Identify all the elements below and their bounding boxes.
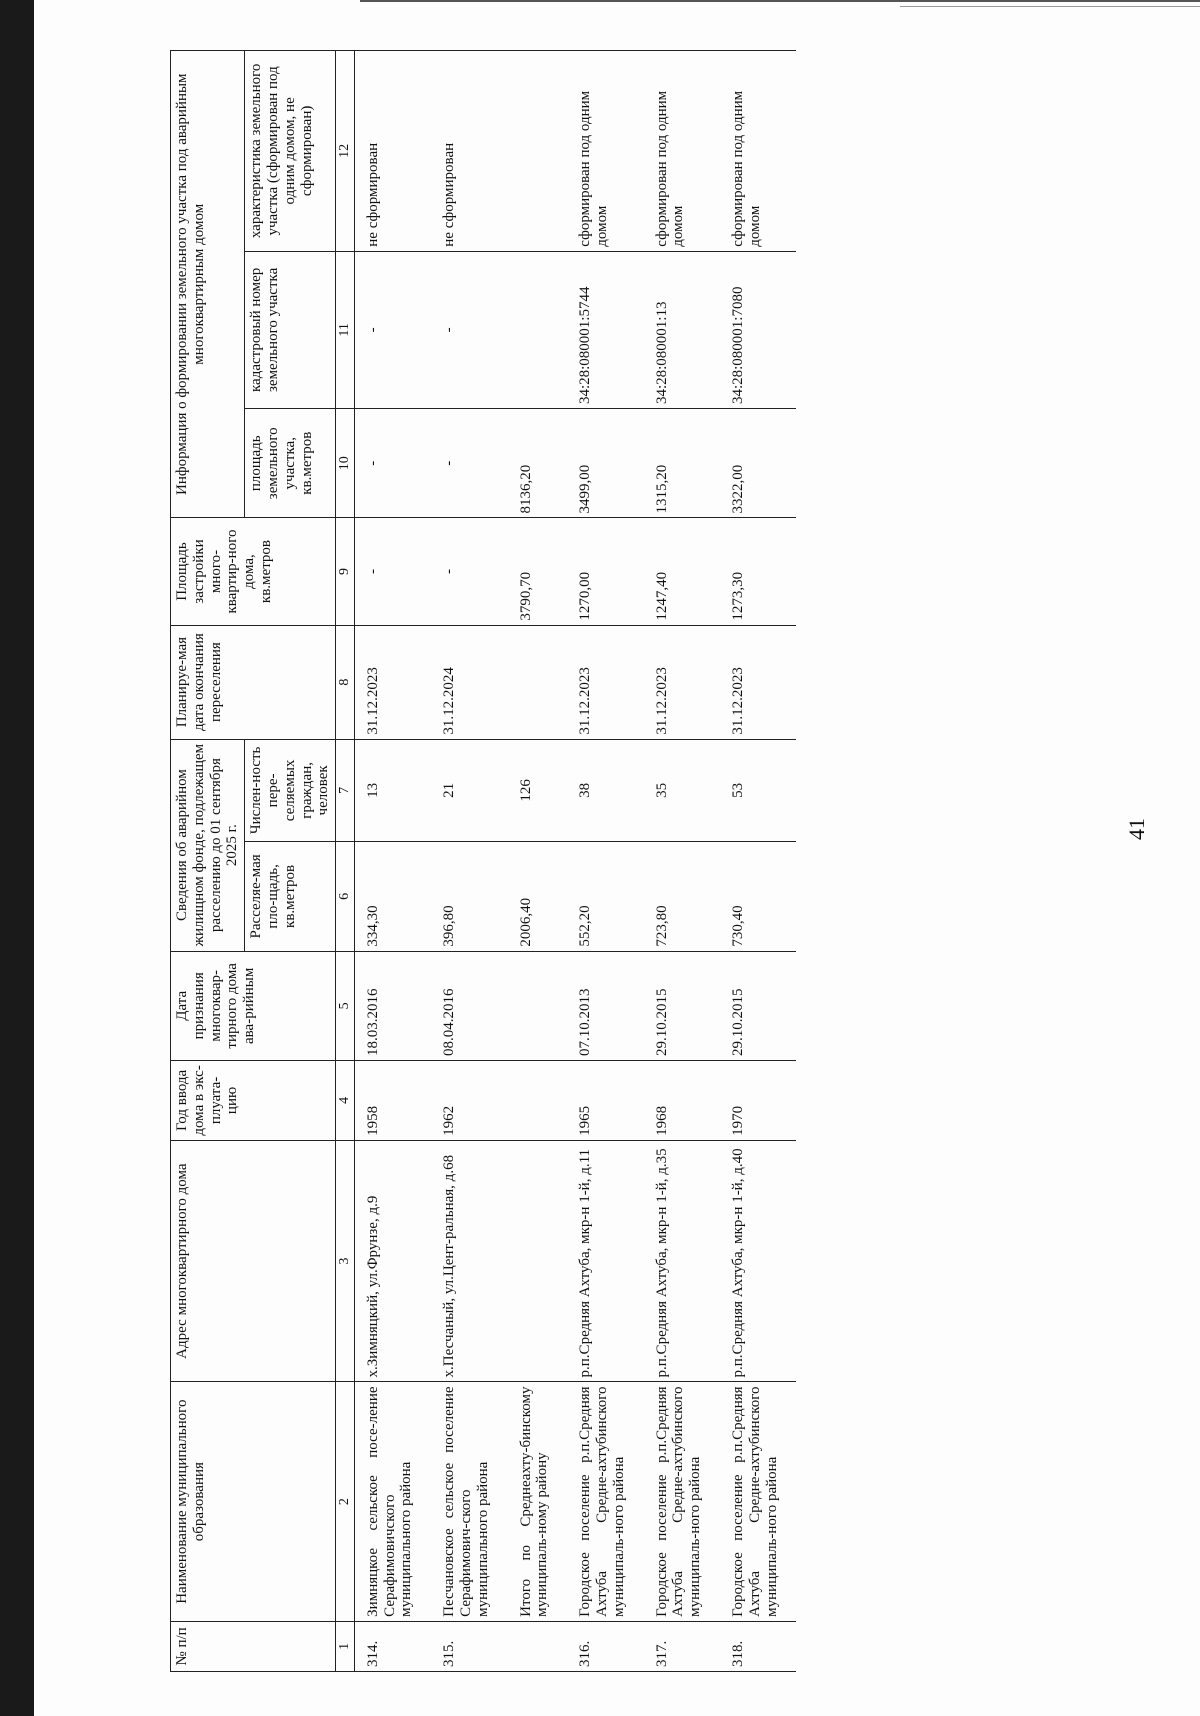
header-year: Год ввода дома в экс-плуата-цию [171, 1061, 336, 1141]
row-relocation-area: 723,80 [644, 842, 720, 951]
row-planned-date [508, 625, 568, 739]
row-land-status: сформирован под одним домом [720, 51, 796, 252]
row-people-count: 38 [567, 739, 643, 842]
row-year: 1965 [567, 1061, 643, 1141]
page-number: 41 [1124, 818, 1149, 840]
row-recognition-date: 08.04.2016 [431, 951, 507, 1060]
row-land-status [508, 51, 568, 252]
row-built-area: 1247,40 [644, 518, 720, 625]
row-built-area: - [354, 518, 431, 625]
col-number: 8 [336, 625, 355, 739]
header-group-emergency-fund: Сведения об аварийном жилищном фонде, подлежащем расселению до 01 сентября 2025 г. [171, 739, 245, 951]
row-relocation-area: 2006,40 [508, 842, 568, 951]
row-cadastral [508, 251, 568, 408]
header-built-area: Площадь застройки много-квартир-ного дома, кв.метров [171, 518, 336, 625]
row-cadastral: - [431, 251, 507, 408]
row-land-area: 8136,20 [508, 409, 568, 518]
row-address: р.п.Средняя Ахтуба, мкр-н 1-й, д.35 [644, 1140, 720, 1382]
row-address: х.Песчаный, ул.Цент-ральная, д.68 [431, 1140, 507, 1382]
header-relocation-area: Расселяе-мая пло-щадь, кв.метров [245, 842, 336, 951]
header-row-1 [171, 51, 245, 1672]
table-row [354, 51, 431, 1672]
row-cadastral: 34:28:080001:7080 [720, 251, 796, 408]
col-number: 4 [336, 1061, 355, 1141]
row-recognition-date: 18.03.2016 [354, 951, 431, 1060]
row-built-area: 1270,00 [567, 518, 643, 625]
col-number: 2 [336, 1382, 355, 1621]
header-land-area: площадь земельного участка, кв.метров [245, 409, 336, 518]
row-municipality: Городское поселение р.п.Средняя Ахтуба Средне-ахтубинского муниципаль-ного района [720, 1382, 796, 1621]
row-land-status: сформирован под одним домом [644, 51, 720, 252]
row-planned-date: 31.12.2023 [720, 625, 796, 739]
header-cadastral: кадастровый номер земельного участка [245, 251, 336, 408]
row-recognition-date: 07.10.2013 [567, 951, 643, 1060]
col-number: 9 [336, 518, 355, 625]
row-land-area: 1315,20 [644, 409, 720, 518]
header-people-count: Числен-ность пере-селяемых граждан, человек [245, 739, 336, 842]
scan-edge-shadow [0, 0, 34, 1716]
row-land-status: не сформирован [431, 51, 507, 252]
row-planned-date: 31.12.2023 [354, 625, 431, 739]
row-municipality: Итого по Среднеахту-бинскому муниципаль-ному району [508, 1382, 568, 1621]
row-num: 314. [354, 1621, 431, 1671]
table-row [431, 51, 507, 1672]
header-municipality: Наименование муниципального образования [171, 1382, 336, 1621]
row-relocation-area: 334,30 [354, 842, 431, 951]
row-municipality: Песчановское сельское поселение Серафимович-ского муниципального района [431, 1382, 507, 1621]
col-number: 11 [336, 251, 355, 408]
col-number: 10 [336, 409, 355, 518]
row-built-area: - [431, 518, 507, 625]
row-address: р.п.Средняя Ахтуба, мкр-н 1-й, д.11 [567, 1140, 643, 1382]
emergency-housing-table [170, 50, 796, 1672]
scan-top-line-secondary [900, 6, 1200, 7]
row-year: 1970 [720, 1061, 796, 1141]
table-row [644, 51, 720, 1672]
row-municipality: Зимняцкое сельское посе-ление Серафимовичского муниципального района [354, 1382, 431, 1621]
row-num: 317. [644, 1621, 720, 1671]
row-recognition-date: 29.10.2015 [644, 951, 720, 1060]
row-relocation-area: 730,40 [720, 842, 796, 951]
row-land-status: сформирован под одним домом [567, 51, 643, 252]
row-land-area: - [354, 409, 431, 518]
row-relocation-area: 552,20 [567, 842, 643, 951]
row-year: 1968 [644, 1061, 720, 1141]
row-land-area: 3322,00 [720, 409, 796, 518]
row-land-area: 3499,00 [567, 409, 643, 518]
col-number: 12 [336, 51, 355, 252]
table-row [508, 51, 568, 1672]
rotated-table-container [170, 50, 1200, 1672]
row-municipality: Городское поселение р.п.Средняя Ахтуба Средне-ахтубинского муниципаль-ного района [644, 1382, 720, 1621]
row-people-count: 13 [354, 739, 431, 842]
scan-top-line [360, 0, 1200, 2]
header-planned-date: Планируе-мая дата окончания переселения [171, 625, 336, 739]
row-num: 315. [431, 1621, 507, 1671]
table-body [354, 51, 796, 1672]
header-land-status: характеристика земельного участка (сформирован под одним домом, не сформирован) [245, 51, 336, 252]
row-land-area: - [431, 409, 507, 518]
row-people-count: 53 [720, 739, 796, 842]
row-people-count: 126 [508, 739, 568, 842]
row-address [508, 1140, 568, 1382]
row-year: 1958 [354, 1061, 431, 1141]
row-recognition-date [508, 951, 568, 1060]
row-relocation-area: 396,80 [431, 842, 507, 951]
table-row [720, 51, 796, 1672]
row-cadastral: 34:28:080001:13 [644, 251, 720, 408]
header-num: № п/п [171, 1621, 336, 1671]
row-people-count: 35 [644, 739, 720, 842]
row-land-status: не сформирован [354, 51, 431, 252]
row-address: р.п.Средняя Ахтуба, мкр-н 1-й, д.40 [720, 1140, 796, 1382]
col-number: 7 [336, 739, 355, 842]
col-number: 5 [336, 951, 355, 1060]
row-planned-date: 31.12.2023 [567, 625, 643, 739]
row-people-count: 21 [431, 739, 507, 842]
row-recognition-date: 29.10.2015 [720, 951, 796, 1060]
row-cadastral: - [354, 251, 431, 408]
col-number: 6 [336, 842, 355, 951]
header-address: Адрес многоквартирного дома [171, 1140, 336, 1382]
row-municipality: Городское поселение р.п.Средняя Ахтуба Средне-ахтубинского муниципаль-ного района [567, 1382, 643, 1621]
row-built-area: 1273,30 [720, 518, 796, 625]
row-num [508, 1621, 568, 1671]
row-built-area: 3790,70 [508, 518, 568, 625]
row-year: 1962 [431, 1061, 507, 1141]
row-num: 316. [567, 1621, 643, 1671]
col-number: 3 [336, 1140, 355, 1382]
row-cadastral: 34:28:080001:5744 [567, 251, 643, 408]
row-year [508, 1061, 568, 1141]
header-recognition-date: Дата признания многоквар-тирного дома ава-рийным [171, 951, 336, 1060]
row-planned-date: 31.12.2023 [644, 625, 720, 739]
col-number: 1 [336, 1621, 355, 1671]
row-num: 318. [720, 1621, 796, 1671]
row-address: х.Зимняцкий, ул.Фрунзе, д.9 [354, 1140, 431, 1382]
table-row [567, 51, 643, 1672]
column-number-row [336, 51, 355, 1672]
row-planned-date: 31.12.2024 [431, 625, 507, 739]
header-group-land-plot: Информация о формировании земельного участка под аварийным многоквартирным домом [171, 51, 245, 518]
